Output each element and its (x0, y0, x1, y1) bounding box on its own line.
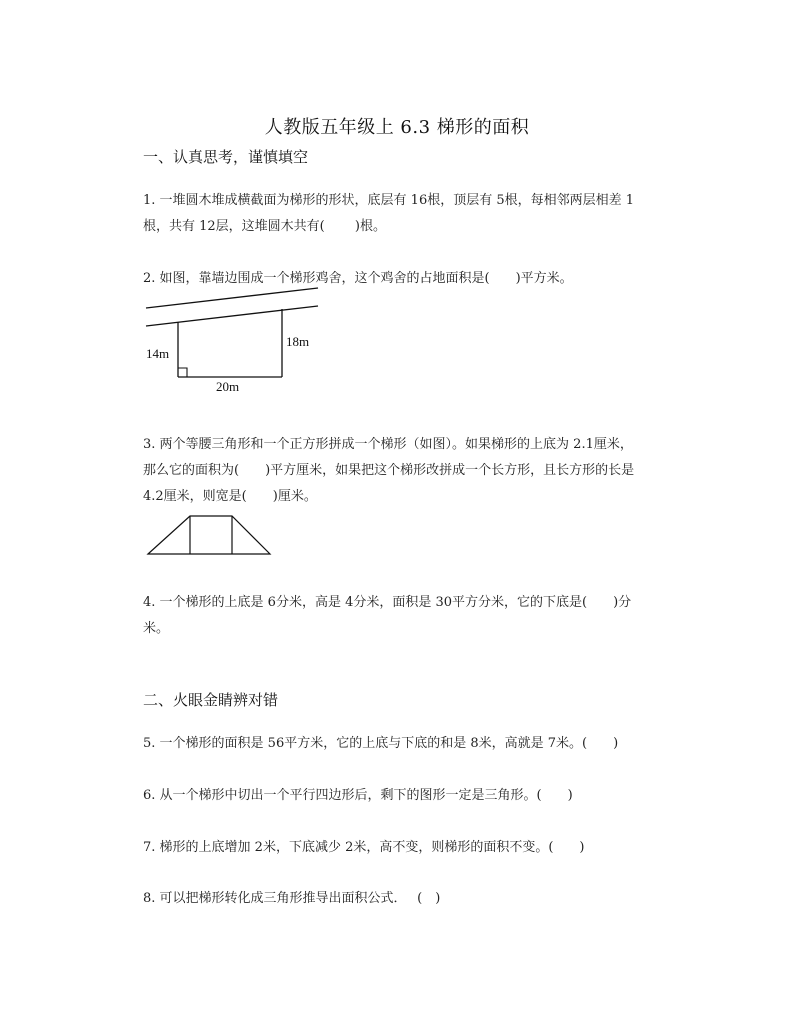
chicken-coop-figure (140, 286, 330, 396)
question-4 (143, 590, 663, 642)
question-3 (143, 432, 663, 510)
question-1-line-2: 根，共有 12层，这堆圆木共有( )根。 (143, 219, 386, 234)
question-3-line-1: 3. 两个等腰三角形和一个正方形拼成一个梯形（如图）。如果梯形的上底为 2.1厘米， (143, 437, 633, 452)
bottom-length-label: 20m (216, 379, 240, 394)
question-8: 8. 可以把梯形转化成三角形推导出面积公式． ( ) (143, 891, 441, 906)
wall-line-upper (146, 288, 318, 308)
question-2: 2. 如图，靠墙边围成一个梯形鸡舍，这个鸡舍的占地面积是( )平方米。 (143, 271, 573, 286)
question-1-line-1: 1. 一堆圆木堆成横截面为梯形的形状，底层有 16根，顶层有 5根，每相邻两层相差 1 (143, 193, 635, 208)
wall-line-lower (146, 306, 318, 326)
question-1 (143, 188, 663, 240)
question-3-line-2: 那么它的面积为( )平方厘米，如果把这个梯形改拼成一个长方形，且长方形的长是 (143, 463, 635, 478)
question-6: 6. 从一个梯形中切出一个平行四边形后，剩下的图形一定是三角形。( ) (143, 788, 573, 803)
question-4-line-1: 4. 一个梯形的上底是 6分米，高是 4分米，面积是 30平方分米，它的下底是( )分 (143, 595, 632, 610)
right-angle-mark (178, 368, 187, 377)
right-height-label: 18m (286, 334, 310, 349)
question-7: 7. 梯形的上底增加 2米，下底减少 2米，高不变，则梯形的面积不变。( ) (143, 840, 585, 855)
section-heading-fill-in: 一、认真思考，谨慎填空 (143, 148, 309, 166)
trapezoid-outline (148, 516, 270, 554)
trapezoid-composite-figure (146, 514, 272, 556)
page-title: 人教版五年级上 6.3 梯形的面积 (264, 117, 530, 138)
question-4-line-2: 米。 (143, 621, 170, 636)
question-5: 5. 一个梯形的面积是 56平方米，它的上底与下底的和是 8米，高就是 7米。( ) (143, 736, 619, 751)
left-height-label: 14m (146, 346, 170, 361)
section-heading-true-false: 二、火眼金睛辨对错 (143, 691, 279, 709)
question-3-line-3: 4.2厘米，则宽是( )厘米。 (143, 489, 317, 504)
